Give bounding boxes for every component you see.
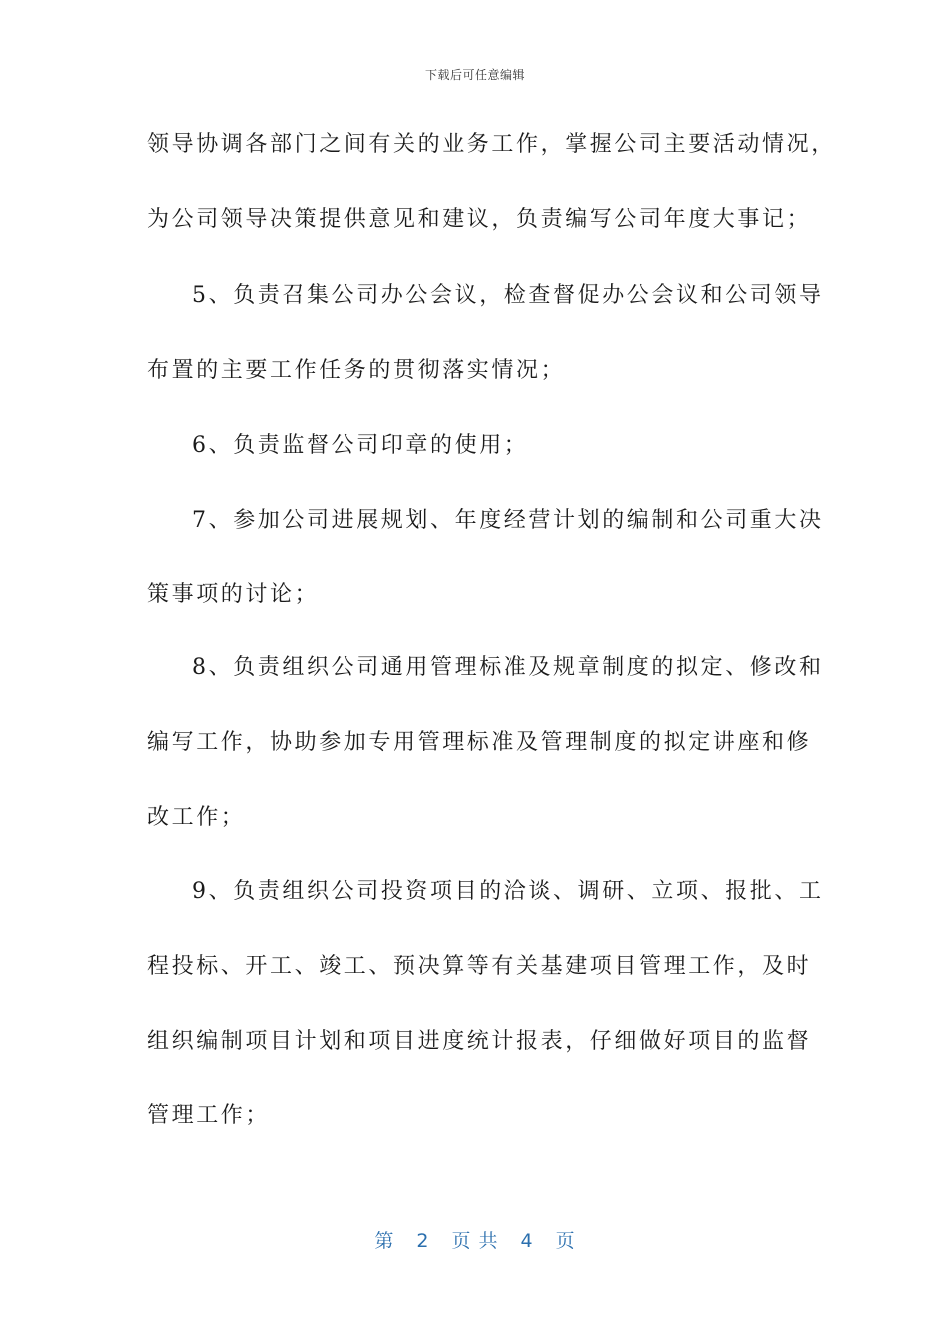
current-page-number: 2	[416, 1230, 430, 1252]
page-prefix: 第	[374, 1230, 395, 1252]
body-line: 5、负责召集公司办公会议，检查督促办公会议和公司领导	[192, 283, 824, 308]
page-middle-text: 页 共	[451, 1230, 499, 1252]
page-header: 下载后可任意编辑	[424, 68, 525, 82]
body-line: 改工作；	[147, 805, 246, 830]
body-line: 布置的主要工作任务的贯彻落实情况；	[147, 358, 566, 383]
body-line: 7、参加公司进展规划、年度经营计划的编制和公司重大决	[192, 508, 824, 533]
page-suffix: 页	[555, 1230, 576, 1252]
body-line: 策事项的讨论；	[147, 582, 320, 607]
body-line: 管理工作；	[147, 1103, 271, 1128]
page-number-footer	[0, 1226, 950, 1253]
total-pages-number: 4	[520, 1230, 534, 1252]
body-line: 9、负责组织公司投资项目的洽谈、调研、立项、报批、工	[192, 879, 824, 904]
body-line: 为公司领导决策提供意见和建议，负责编写公司年度大事记；	[147, 207, 812, 232]
body-line: 组织编制项目计划和项目进度统计报表，仔细做好项目的监督	[147, 1029, 812, 1054]
body-line: 8、负责组织公司通用管理标准及规章制度的拟定、修改和	[192, 655, 824, 680]
body-line: 编写工作，协助参加专用管理标准及管理制度的拟定讲座和修	[147, 730, 812, 755]
body-line: 6、负责监督公司印章的使用；	[192, 433, 529, 458]
body-line: 程投标、开工、竣工、预决算等有关基建项目管理工作，及时	[147, 954, 812, 979]
body-line: 领导协调各部门之间有关的业务工作，掌握公司主要活动情况，	[147, 132, 836, 157]
